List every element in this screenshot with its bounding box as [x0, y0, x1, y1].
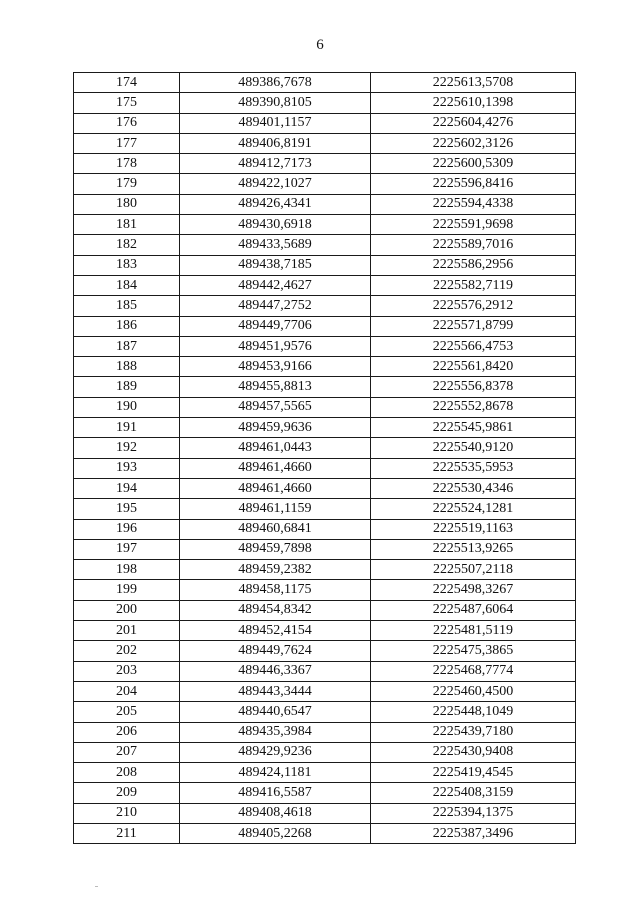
y-coordinate-cell: 2225602,3126	[371, 133, 576, 153]
point-number-cell: 192	[74, 438, 180, 458]
y-coordinate-cell: 2225481,5119	[371, 621, 576, 641]
table-row	[74, 803, 576, 823]
x-coordinate-cell: 489422,1027	[180, 174, 371, 194]
x-coordinate-cell: 489406,8191	[180, 133, 371, 153]
y-coordinate-cell: 2225535,5953	[371, 458, 576, 478]
table-row	[74, 661, 576, 681]
y-coordinate-cell: 2225487,6064	[371, 600, 576, 620]
table-row	[74, 235, 576, 255]
point-number-cell: 175	[74, 93, 180, 113]
x-coordinate-cell: 489401,1157	[180, 113, 371, 133]
table-row	[74, 600, 576, 620]
y-coordinate-cell: 2225591,9698	[371, 215, 576, 235]
x-coordinate-cell: 489429,9236	[180, 742, 371, 762]
table-row	[74, 275, 576, 295]
x-coordinate-cell: 489451,9576	[180, 336, 371, 356]
point-number-cell: 187	[74, 336, 180, 356]
x-coordinate-cell: 489447,2752	[180, 296, 371, 316]
table-row	[74, 336, 576, 356]
scan-speck	[95, 886, 98, 887]
y-coordinate-cell: 2225498,3267	[371, 580, 576, 600]
point-number-cell: 210	[74, 803, 180, 823]
x-coordinate-cell: 489459,2382	[180, 560, 371, 580]
x-coordinate-cell: 489424,1181	[180, 763, 371, 783]
point-number-cell: 190	[74, 397, 180, 417]
point-number-cell: 185	[74, 296, 180, 316]
y-coordinate-cell: 2225394,1375	[371, 803, 576, 823]
point-number-cell: 200	[74, 600, 180, 620]
point-number-cell: 181	[74, 215, 180, 235]
y-coordinate-cell: 2225513,9265	[371, 539, 576, 559]
point-number-cell: 193	[74, 458, 180, 478]
table-row	[74, 113, 576, 133]
table-row	[74, 133, 576, 153]
table-row	[74, 641, 576, 661]
x-coordinate-cell: 489457,5565	[180, 397, 371, 417]
point-number-cell: 204	[74, 681, 180, 701]
table-row	[74, 702, 576, 722]
x-coordinate-cell: 489408,4618	[180, 803, 371, 823]
y-coordinate-cell: 2225439,7180	[371, 722, 576, 742]
y-coordinate-cell: 2225604,4276	[371, 113, 576, 133]
point-number-cell: 174	[74, 73, 180, 93]
x-coordinate-cell: 489460,6841	[180, 519, 371, 539]
y-coordinate-cell: 2225408,3159	[371, 783, 576, 803]
y-coordinate-cell: 2225545,9861	[371, 418, 576, 438]
point-number-cell: 178	[74, 154, 180, 174]
y-coordinate-cell: 2225524,1281	[371, 499, 576, 519]
x-coordinate-cell: 489412,7173	[180, 154, 371, 174]
x-coordinate-cell: 489461,0443	[180, 438, 371, 458]
x-coordinate-cell: 489446,3367	[180, 661, 371, 681]
table-row	[74, 763, 576, 783]
y-coordinate-cell: 2225448,1049	[371, 702, 576, 722]
table-row	[74, 255, 576, 275]
point-number-cell: 180	[74, 194, 180, 214]
y-coordinate-cell: 2225561,8420	[371, 357, 576, 377]
y-coordinate-cell: 2225552,8678	[371, 397, 576, 417]
y-coordinate-cell: 2225540,9120	[371, 438, 576, 458]
x-coordinate-cell: 489416,5587	[180, 783, 371, 803]
table-row	[74, 580, 576, 600]
x-coordinate-cell: 489461,1159	[180, 499, 371, 519]
table-row	[74, 783, 576, 803]
x-coordinate-cell: 489440,6547	[180, 702, 371, 722]
table-row	[74, 560, 576, 580]
y-coordinate-cell: 2225586,2956	[371, 255, 576, 275]
y-coordinate-cell: 2225419,4545	[371, 763, 576, 783]
x-coordinate-cell: 489459,7898	[180, 539, 371, 559]
y-coordinate-cell: 2225610,1398	[371, 93, 576, 113]
table-row	[74, 519, 576, 539]
point-number-cell: 179	[74, 174, 180, 194]
y-coordinate-cell: 2225460,4500	[371, 681, 576, 701]
x-coordinate-cell: 489426,4341	[180, 194, 371, 214]
point-number-cell: 189	[74, 377, 180, 397]
table-row	[74, 357, 576, 377]
point-number-cell: 196	[74, 519, 180, 539]
x-coordinate-cell: 489452,4154	[180, 621, 371, 641]
x-coordinate-cell: 489453,9166	[180, 357, 371, 377]
point-number-cell: 177	[74, 133, 180, 153]
coordinates-table-body	[74, 73, 576, 844]
table-row	[74, 438, 576, 458]
point-number-cell: 182	[74, 235, 180, 255]
point-number-cell: 176	[74, 113, 180, 133]
table-row	[74, 397, 576, 417]
y-coordinate-cell: 2225566,4753	[371, 336, 576, 356]
x-coordinate-cell: 489449,7706	[180, 316, 371, 336]
y-coordinate-cell: 2225519,1163	[371, 519, 576, 539]
y-coordinate-cell: 2225430,9408	[371, 742, 576, 762]
table-row	[74, 215, 576, 235]
table-row	[74, 316, 576, 336]
table-row	[74, 823, 576, 843]
point-number-cell: 199	[74, 580, 180, 600]
x-coordinate-cell: 489449,7624	[180, 641, 371, 661]
coordinates-table	[73, 72, 576, 844]
point-number-cell: 194	[74, 478, 180, 498]
y-coordinate-cell: 2225600,5309	[371, 154, 576, 174]
y-coordinate-cell: 2225475,3865	[371, 641, 576, 661]
y-coordinate-cell: 2225582,7119	[371, 275, 576, 295]
x-coordinate-cell: 489390,8105	[180, 93, 371, 113]
y-coordinate-cell: 2225387,3496	[371, 823, 576, 843]
table-row	[74, 722, 576, 742]
table-row	[74, 73, 576, 93]
x-coordinate-cell: 489454,8342	[180, 600, 371, 620]
y-coordinate-cell: 2225468,7774	[371, 661, 576, 681]
table-row	[74, 296, 576, 316]
x-coordinate-cell: 489458,1175	[180, 580, 371, 600]
point-number-cell: 209	[74, 783, 180, 803]
y-coordinate-cell: 2225571,8799	[371, 316, 576, 336]
point-number-cell: 191	[74, 418, 180, 438]
table-row	[74, 93, 576, 113]
table-row	[74, 539, 576, 559]
y-coordinate-cell: 2225530,4346	[371, 478, 576, 498]
page-number: 6	[316, 37, 324, 53]
x-coordinate-cell: 489430,6918	[180, 215, 371, 235]
x-coordinate-cell: 489386,7678	[180, 73, 371, 93]
point-number-cell: 202	[74, 641, 180, 661]
point-number-cell: 206	[74, 722, 180, 742]
y-coordinate-cell: 2225556,8378	[371, 377, 576, 397]
point-number-cell: 184	[74, 275, 180, 295]
point-number-cell: 203	[74, 661, 180, 681]
x-coordinate-cell: 489442,4627	[180, 275, 371, 295]
y-coordinate-cell: 2225576,2912	[371, 296, 576, 316]
x-coordinate-cell: 489459,9636	[180, 418, 371, 438]
y-coordinate-cell: 2225613,5708	[371, 73, 576, 93]
table-row	[74, 478, 576, 498]
point-number-cell: 183	[74, 255, 180, 275]
point-number-cell: 208	[74, 763, 180, 783]
x-coordinate-cell: 489455,8813	[180, 377, 371, 397]
x-coordinate-cell: 489461,4660	[180, 478, 371, 498]
x-coordinate-cell: 489435,3984	[180, 722, 371, 742]
table-row	[74, 681, 576, 701]
y-coordinate-cell: 2225507,2118	[371, 560, 576, 580]
table-row	[74, 194, 576, 214]
x-coordinate-cell: 489433,5689	[180, 235, 371, 255]
y-coordinate-cell: 2225594,4338	[371, 194, 576, 214]
table-row	[74, 377, 576, 397]
point-number-cell: 207	[74, 742, 180, 762]
table-row	[74, 499, 576, 519]
x-coordinate-cell: 489405,2268	[180, 823, 371, 843]
table-row	[74, 418, 576, 438]
point-number-cell: 201	[74, 621, 180, 641]
point-number-cell: 197	[74, 539, 180, 559]
point-number-cell: 186	[74, 316, 180, 336]
point-number-cell: 211	[74, 823, 180, 843]
point-number-cell: 198	[74, 560, 180, 580]
x-coordinate-cell: 489438,7185	[180, 255, 371, 275]
table-row	[74, 742, 576, 762]
table-row	[74, 458, 576, 478]
table-row	[74, 174, 576, 194]
y-coordinate-cell: 2225596,8416	[371, 174, 576, 194]
y-coordinate-cell: 2225589,7016	[371, 235, 576, 255]
point-number-cell: 205	[74, 702, 180, 722]
x-coordinate-cell: 489461,4660	[180, 458, 371, 478]
table-row	[74, 621, 576, 641]
x-coordinate-cell: 489443,3444	[180, 681, 371, 701]
point-number-cell: 195	[74, 499, 180, 519]
table-row	[74, 154, 576, 174]
point-number-cell: 188	[74, 357, 180, 377]
